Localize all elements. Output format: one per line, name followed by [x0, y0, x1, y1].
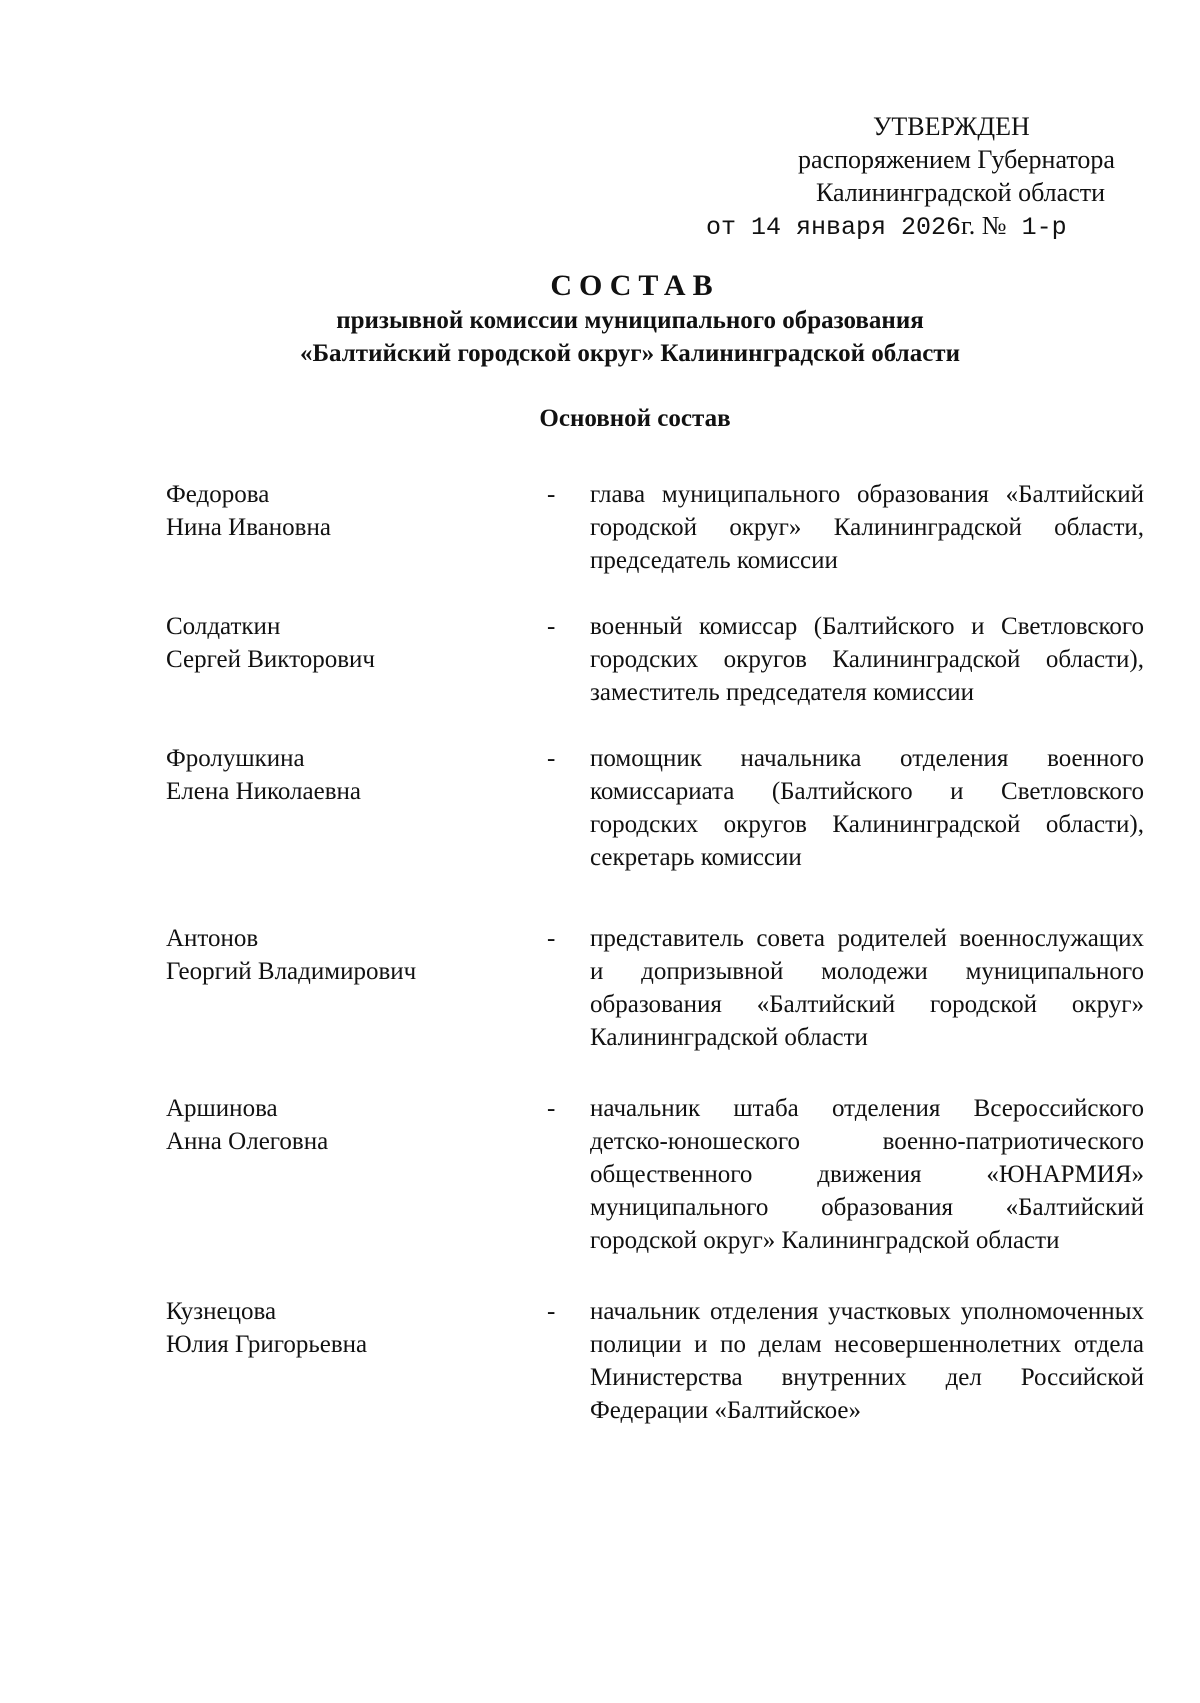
member-dash: - [547, 745, 556, 772]
member-surname: Солдаткин [166, 613, 281, 640]
member-role: начальник отделения участковых уполномоченных полиции и по делам несовершеннолетних отдела Министерства внутренних дел Российской Федерации «Балтийское» [590, 1298, 1144, 1424]
member-given-names: Сергей Викторович [166, 646, 375, 673]
section-title: Основной состав [539, 405, 731, 432]
member-role: представитель совета родителей военнослужащих и допризывной молодежи муниципального образования «Балтийский городской округ» Калининградской области [590, 925, 1144, 1051]
member-entry [166, 610, 1146, 709]
approval-date-line [700, 209, 1160, 244]
document-title: СОСТАВ [550, 269, 720, 302]
member-entry [166, 922, 1146, 1054]
member-given-names: Нина Ивановна [166, 514, 331, 541]
member-name [166, 922, 536, 988]
member-entry [166, 1092, 1146, 1257]
approval-line-region: Калининградской области [816, 178, 1106, 207]
member-name [166, 1295, 536, 1361]
member-given-names: Анна Олеговна [166, 1128, 329, 1155]
approval-title: УТВЕРЖДЕН [873, 112, 1030, 141]
member-given-names: Елена Николаевна [166, 778, 361, 805]
approval-number-label: г. № [961, 211, 1007, 240]
approval-number: 1-р [1021, 213, 1067, 242]
member-entry [166, 478, 1146, 577]
member-dash: - [547, 481, 556, 508]
member-surname: Антонов [166, 925, 259, 952]
approval-date: от 14 января 2026 [706, 213, 962, 242]
member-given-names: Георгий Владимирович [166, 958, 417, 985]
member-entry [166, 1295, 1146, 1427]
member-dash: - [547, 1095, 556, 1122]
member-dash: - [547, 925, 556, 952]
members-list [166, 478, 1146, 1427]
member-given-names: Юлия Григорьевна [166, 1331, 368, 1358]
member-surname: Кузнецова [166, 1298, 277, 1325]
member-name [166, 1092, 536, 1158]
document-heading [0, 268, 1200, 370]
member-surname: Аршинова [166, 1095, 278, 1122]
member-entry [166, 742, 1146, 874]
member-role: начальник штаба отделения Всероссийского детско-юношеского военно-патриотического общественного движения «ЮНАРМИЯ» муниципального образования «Балтийский городской округ» Калининградской области [590, 1095, 1144, 1254]
document-subtitle-line2: «Балтийский городской округ» Калининградской области [300, 340, 960, 367]
member-dash: - [547, 1298, 556, 1325]
member-role: военный комиссар (Балтийского и Светловского городских округов Калининградской области), заместитель председателя комиссии [590, 613, 1144, 706]
member-surname: Фролушкина [166, 745, 305, 772]
approval-stamp [700, 110, 1160, 244]
member-role: помощник начальника отделения военного комиссариата (Балтийского и Светловского городских округов Калининградской области), секретарь комиссии [590, 745, 1144, 871]
member-role: глава муниципального образования «Балтийский городской округ» Калининградской области, председатель комиссии [590, 481, 1144, 574]
member-name [166, 610, 536, 676]
member-surname: Федорова [166, 481, 270, 508]
member-name [166, 478, 536, 544]
approval-line-order: распоряжением Губернатора [798, 145, 1115, 174]
member-name [166, 742, 536, 808]
document-subtitle-line1: призывной комиссии муниципального образования [336, 307, 924, 334]
member-dash: - [547, 613, 556, 640]
